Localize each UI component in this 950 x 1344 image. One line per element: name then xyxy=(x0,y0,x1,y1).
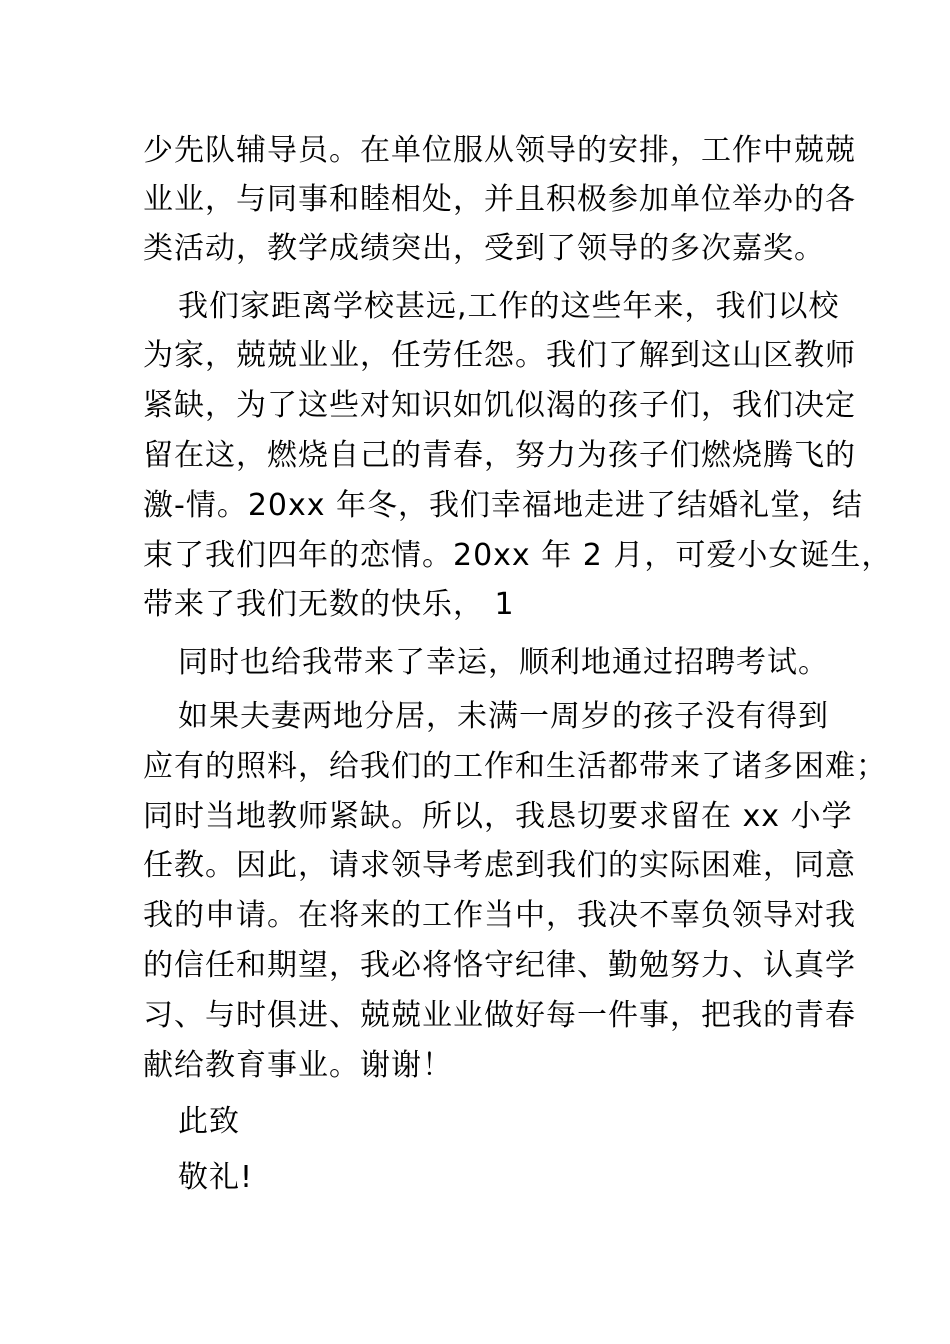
text-line: 我的申请。在将来的工作当中，我决不辜负领导对我 xyxy=(143,898,856,933)
text-line: 类活动，教学成绩突出，受到了领导的多次嘉奖。 xyxy=(143,231,825,266)
text-line: 少先队辅导员。在单位服从领导的安排，工作中兢兢 xyxy=(143,133,856,168)
text-line: 带来了我们无数的快乐， 1 xyxy=(143,587,515,622)
text-line: 留在这，燃烧自己的青春，努力为孩子们燃烧腾飞的 xyxy=(143,438,856,473)
text-line: 同时当地教师紧缺。所以，我恳切要求留在 xx 小学 xyxy=(143,799,853,834)
text-line: 束了我们四年的恋情。20xx 年 2 月，可爱小女诞生， xyxy=(143,538,893,573)
text-line: 的信任和期望，我必将恪守纪律、勤勉努力、认真学 xyxy=(143,948,856,983)
closing-regards: 敬礼! xyxy=(178,1160,254,1195)
text-line: 同时也给我带来了幸运，顺利地通过招聘考试。 xyxy=(178,645,829,680)
text-line: 业业，与同事和睦相处，并且积极参加单位举办的各 xyxy=(143,182,856,217)
text-line: 我们家距离学校甚远,工作的这些年来，我们以校 xyxy=(178,289,840,324)
text-line: 献给教育事业。谢谢！ xyxy=(143,1048,453,1083)
text-line: 任教。因此，请求领导考虑到我们的实际困难，同意 xyxy=(143,848,856,883)
text-line: 激-情。20xx 年冬，我们幸福地走进了结婚礼堂，结 xyxy=(143,488,864,523)
text-line: 习、与时俱进、兢兢业业做好每一件事，把我的青春 xyxy=(143,998,856,1033)
closing-salutation: 此致 xyxy=(178,1104,240,1139)
text-line: 如果夫妻两地分居，未满一周岁的孩子没有得到 xyxy=(178,699,829,734)
text-line: 应有的照料，给我们的工作和生活都带来了诸多困难； xyxy=(143,749,887,784)
text-line: 为家，兢兢业业，任劳任怨。我们了解到这山区教师 xyxy=(143,338,856,373)
text-line: 紧缺，为了这些对知识如饥似渴的孩子们，我们决定 xyxy=(143,388,856,423)
